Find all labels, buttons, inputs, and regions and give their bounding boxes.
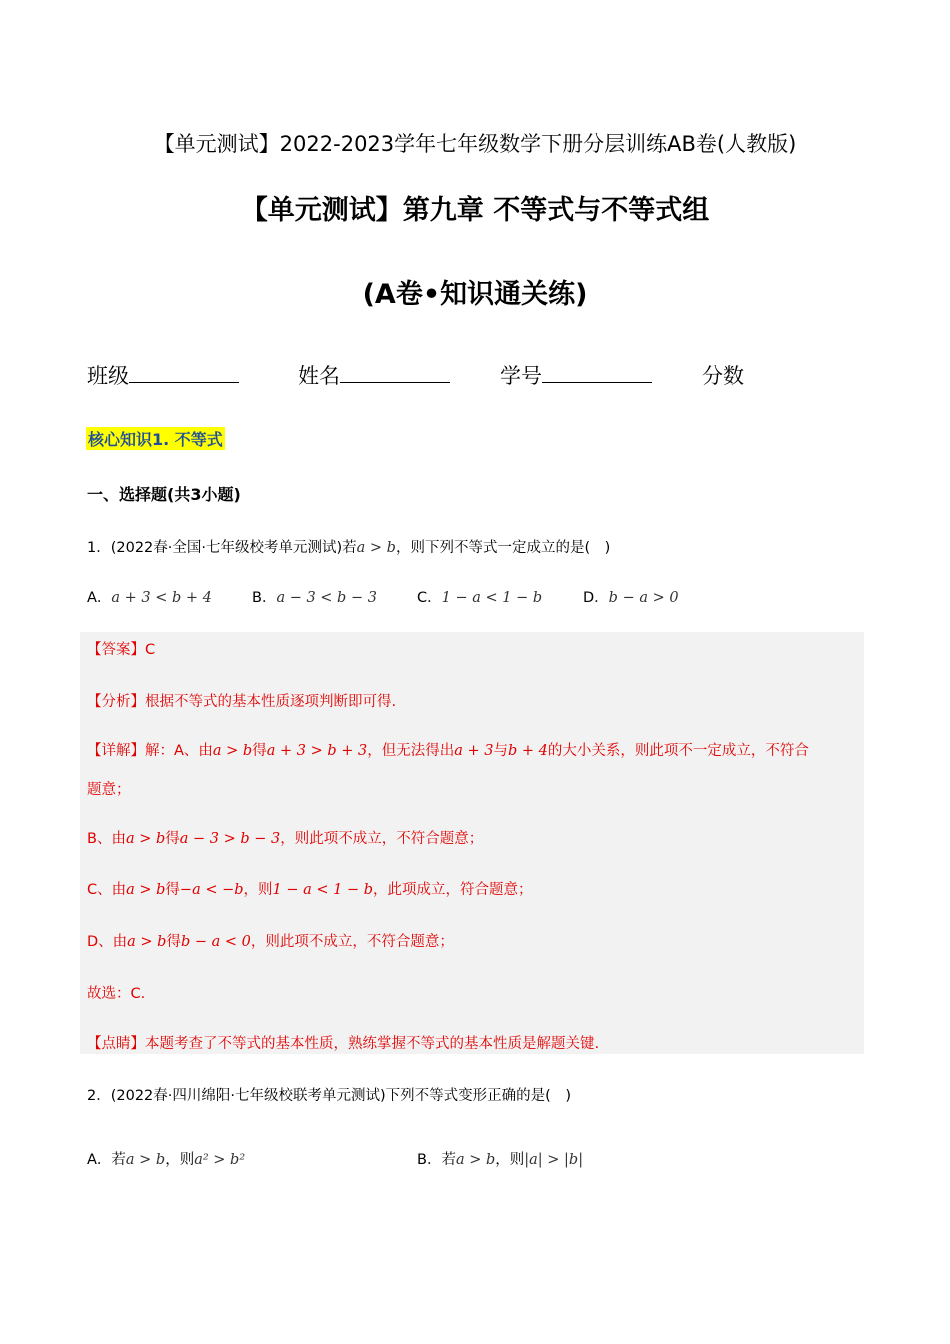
student-id-field	[500, 360, 652, 390]
detail-text: 得	[166, 934, 181, 950]
detail-math: −a < −b	[179, 882, 244, 898]
detail-text: ，则此项不成立，不符合题意；	[250, 934, 454, 950]
score-field	[702, 360, 744, 390]
analysis-line: 【分析】根据不等式的基本性质逐项判断即可得.	[87, 694, 397, 710]
detail-text: C、由	[87, 882, 127, 898]
detail-line-b	[87, 827, 483, 848]
detail-text: 【详解】解：A、由	[87, 743, 213, 759]
detail-math: a > b	[125, 831, 166, 847]
detail-text: 得	[252, 743, 267, 759]
name-blank	[340, 362, 450, 383]
detail-text: ，但无法得出	[367, 743, 455, 759]
id-label: 学号	[500, 364, 542, 388]
detail-math: 1 − a < 1 − b	[272, 882, 373, 898]
detail-text: ，则此项不成立，不符合题意；	[280, 831, 484, 847]
option-letter: A．	[87, 590, 112, 606]
option-text: ，则	[165, 1152, 195, 1168]
section-heading: 一、选择题(共3小题)	[87, 485, 241, 504]
option-letter: C．	[417, 590, 442, 606]
detail-math: a − 3 > b − 3	[179, 831, 281, 847]
series-title: 【单元测试】2022-2023学年七年级数学下册分层训练AB卷(人教版)	[153, 132, 797, 156]
name-label: 姓名	[298, 364, 340, 388]
option-math: a² > b²	[194, 1152, 246, 1168]
class-field	[87, 360, 239, 390]
q1-option-b	[252, 586, 377, 607]
score-label: 分数	[702, 364, 744, 388]
name-field	[298, 360, 450, 390]
option-letter: D．	[583, 590, 609, 606]
option-math: a − 3 < b − 3	[276, 590, 377, 606]
detail-text: D、由	[87, 934, 128, 950]
option-math: a > b	[125, 1152, 166, 1168]
option-text: ，则	[495, 1152, 525, 1168]
question-1-stem	[87, 536, 610, 557]
q1-stem-text: 1．(2022春·全国·七年级校考单元测试)若	[87, 540, 357, 556]
q1-option-c	[417, 586, 542, 607]
detail-math: a + 3	[454, 743, 494, 759]
detail-line-d	[87, 930, 454, 951]
q1-stem-tail: ，则下列不等式一定成立的是( )	[395, 540, 611, 556]
tip-line: 【点睛】本题考查了不等式的基本性质，熟练掌握不等式的基本性质是解题关键.	[87, 1036, 600, 1052]
option-math: a + 3 < b + 4	[111, 590, 212, 606]
detail-math: b − a < 0	[180, 934, 251, 950]
q1-condition: a > b	[356, 540, 396, 556]
question-2-stem: 2．(2022春·四川绵阳·七年级校联考单元测试)下列不等式变形正确的是( )	[87, 1088, 571, 1104]
q1-option-d	[583, 586, 679, 607]
option-text: 若	[441, 1152, 456, 1168]
detail-line-c	[87, 878, 533, 899]
detail-text: 的大小关系，则此项不一定成立，不符合	[547, 743, 809, 759]
paper-subtitle: (A卷•知识通关练)	[362, 279, 588, 310]
detail-text: 与	[493, 743, 508, 759]
option-math: 1 − a < 1 − b	[441, 590, 543, 606]
detail-math: a > b	[212, 743, 253, 759]
option-text: 若	[111, 1152, 126, 1168]
detail-math: b + 4	[507, 743, 548, 759]
q2-option-a	[87, 1148, 245, 1169]
option-letter: B．	[252, 590, 277, 606]
option-letter: A．	[87, 1152, 112, 1168]
detail-text: ，则	[243, 882, 273, 898]
detail-math: a > b	[127, 934, 167, 950]
knowledge-tag: 核心知识1. 不等式	[86, 427, 225, 450]
detail-line-a	[87, 739, 809, 760]
option-letter: B．	[417, 1152, 442, 1168]
detail-text: 得	[165, 831, 180, 847]
option-math: a > b	[455, 1152, 496, 1168]
detail-text: 得	[165, 882, 180, 898]
class-blank	[129, 362, 239, 383]
answer-line: 【答案】C	[87, 642, 156, 658]
detail-math: a + 3 > b + 3	[266, 743, 368, 759]
chapter-title: 【单元测试】第九章 不等式与不等式组	[240, 195, 710, 226]
choice-line: 故选：C.	[87, 986, 146, 1002]
detail-math: a > b	[126, 882, 166, 898]
detail-line-a-cont: 题意；	[87, 782, 131, 798]
option-math: |a| > |b|	[524, 1152, 584, 1168]
detail-text: ，此项成立，符合题意；	[373, 882, 533, 898]
class-label: 班级	[87, 364, 129, 388]
q1-option-a	[87, 586, 212, 607]
detail-text: B、由	[87, 831, 126, 847]
q2-option-b	[417, 1148, 583, 1169]
id-blank	[542, 362, 652, 383]
option-math: b − a > 0	[608, 590, 679, 606]
